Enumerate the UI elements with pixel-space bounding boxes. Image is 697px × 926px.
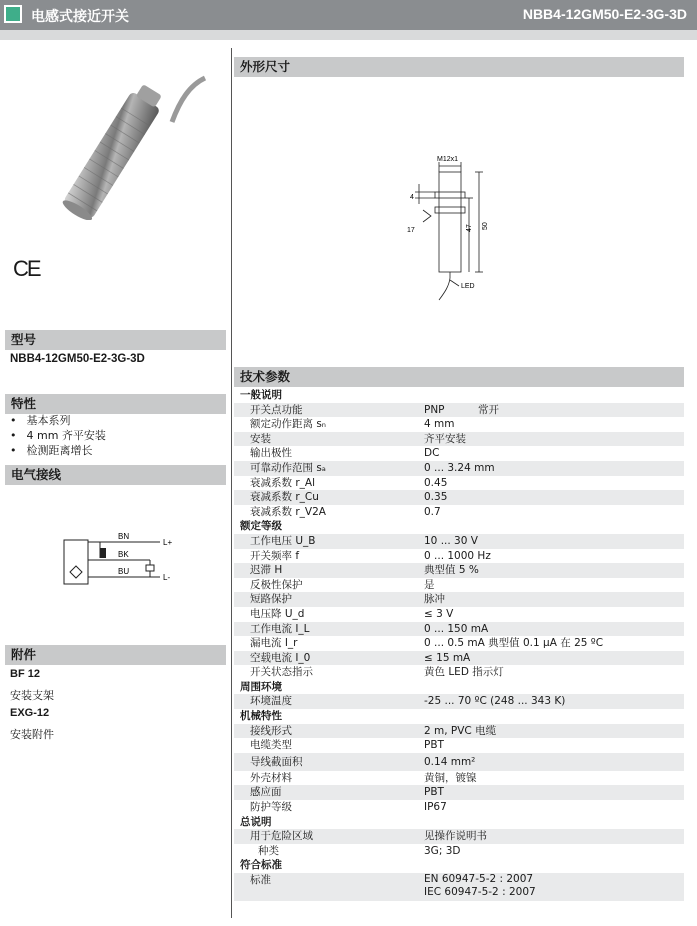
wire-bu-label: BU — [118, 567, 130, 576]
dim-led: LED — [461, 283, 475, 290]
spec-row: 电压降 U_d ≤ 3 V — [250, 607, 454, 620]
feature-item: • 4 mm 齐平安装 — [10, 428, 106, 443]
spec-table — [234, 388, 684, 901]
accessory-code: BF 12 — [10, 668, 40, 680]
spec-row: 工作电压 U_B 10 ... 30 V — [234, 534, 684, 549]
spec-row: 接线形式 2 m, PVC 电缆 — [234, 724, 684, 739]
dim-thread: M12x1 — [437, 156, 459, 163]
spec-row: 开关频率 f 0 ... 1000 Hz — [250, 549, 491, 562]
spec-group: 总说明 — [240, 815, 272, 828]
spec-row: 电缆类型 PBT — [250, 739, 444, 752]
dimensions-heading: 外形尺寸 — [234, 57, 684, 77]
wire-bk-label: BK — [118, 550, 129, 559]
product-code: NBB4-12GM50-E2-3G-3D — [522, 6, 687, 22]
dim-47: 47 — [466, 224, 473, 232]
spec-row: 防护等级 IP67 — [250, 801, 447, 814]
dim-4: 4 — [410, 194, 414, 201]
spec-row: 漏电流 I_r 0 ... 0.5 mA 典型值 0.1 µA 在 25 ºC — [250, 637, 604, 650]
features-heading: 特性 — [5, 394, 226, 414]
header-subbar — [0, 30, 697, 40]
wiring-heading: 电气接线 — [5, 465, 226, 485]
spec-row: 感应面 PBT — [234, 785, 684, 800]
feature-item: • 检测距离增长 — [10, 443, 106, 458]
accessory-desc: 安装附件 — [10, 728, 54, 741]
feature-item: • 基本系列 — [10, 413, 106, 428]
spec-row: 环境温度 -25 ... 70 ºC (248 ... 343 K) — [234, 694, 684, 709]
spec-row: 外壳材料 黄铜，镀镍 — [250, 771, 477, 784]
spec-row: 衰减系数 r_Cu 0.35 — [234, 490, 684, 505]
accessories-heading: 附件 — [5, 645, 226, 665]
column-divider — [231, 48, 232, 918]
dim-17: 17 — [407, 227, 415, 234]
spec-row: 反极性保护 是 — [250, 578, 435, 591]
accessory-desc: 安装支架 — [10, 689, 54, 702]
specs-heading: 技术参数 — [234, 367, 684, 387]
wiring-diagram — [60, 528, 190, 588]
page-title: 电感式接近开关 — [31, 9, 129, 25]
product-photo — [30, 70, 210, 220]
model-value: NBB4-12GM50-E2-3G-3D — [10, 353, 145, 365]
spec-group: 符合标准 — [240, 859, 282, 872]
spec-row: 工作电流 I_L 0 ... 150 mA — [234, 622, 684, 637]
spec-row: 迟滞 H 典型值 5 % — [234, 563, 684, 578]
dimension-drawing — [405, 152, 515, 302]
spec-row: 短路保护 脉冲 — [234, 592, 684, 607]
spec-group: 一般说明 — [240, 389, 282, 401]
spec-row: 安装 齐平安装 — [234, 432, 684, 447]
spec-row: 用于危险区域 见操作说明书 — [234, 829, 684, 844]
spec-row: 开关点功能 PNP 常开 — [234, 403, 684, 418]
spec-group: 机械特性 — [240, 710, 282, 723]
logo-icon — [4, 5, 22, 23]
wire-bn-label: BN — [118, 532, 130, 541]
spec-row: 开关状态指示 黄色 LED 指示灯 — [250, 666, 504, 679]
spec-row: 标准 EN 60947-5-2 : 2007 IEC 60947-5-2 : 2007 — [234, 873, 684, 901]
spec-row: 空载电流 I_0 ≤ 15 mA — [234, 651, 684, 666]
spec-row: 衰减系数 r_V2A 0.7 — [250, 505, 441, 518]
wire-lplus-label: L+ — [163, 538, 173, 547]
wire-lminus-label: L- — [163, 573, 171, 582]
accessory-code: EXG-12 — [10, 707, 50, 719]
spec-row: 衰减系数 r_Al 0.45 — [250, 476, 448, 489]
spec-row: 额定动作距离 sₙ 4 mm — [250, 418, 455, 431]
dim-50: 50 — [482, 222, 489, 230]
header-bar — [0, 0, 697, 30]
ce-mark: CE — [13, 256, 40, 281]
spec-row: 输出极性 DC — [250, 447, 440, 460]
spec-row: 导线截面积 0.14 mm² — [234, 753, 684, 771]
spec-group: 额定等级 — [240, 520, 282, 533]
spec-row: 可靠动作范围 sₐ 0 ... 3.24 mm — [234, 461, 684, 476]
spec-row: 种类 3G; 3D — [258, 844, 461, 857]
features-list — [10, 413, 106, 458]
spec-group: 周围环境 — [240, 680, 282, 693]
model-heading: 型号 — [5, 330, 226, 350]
